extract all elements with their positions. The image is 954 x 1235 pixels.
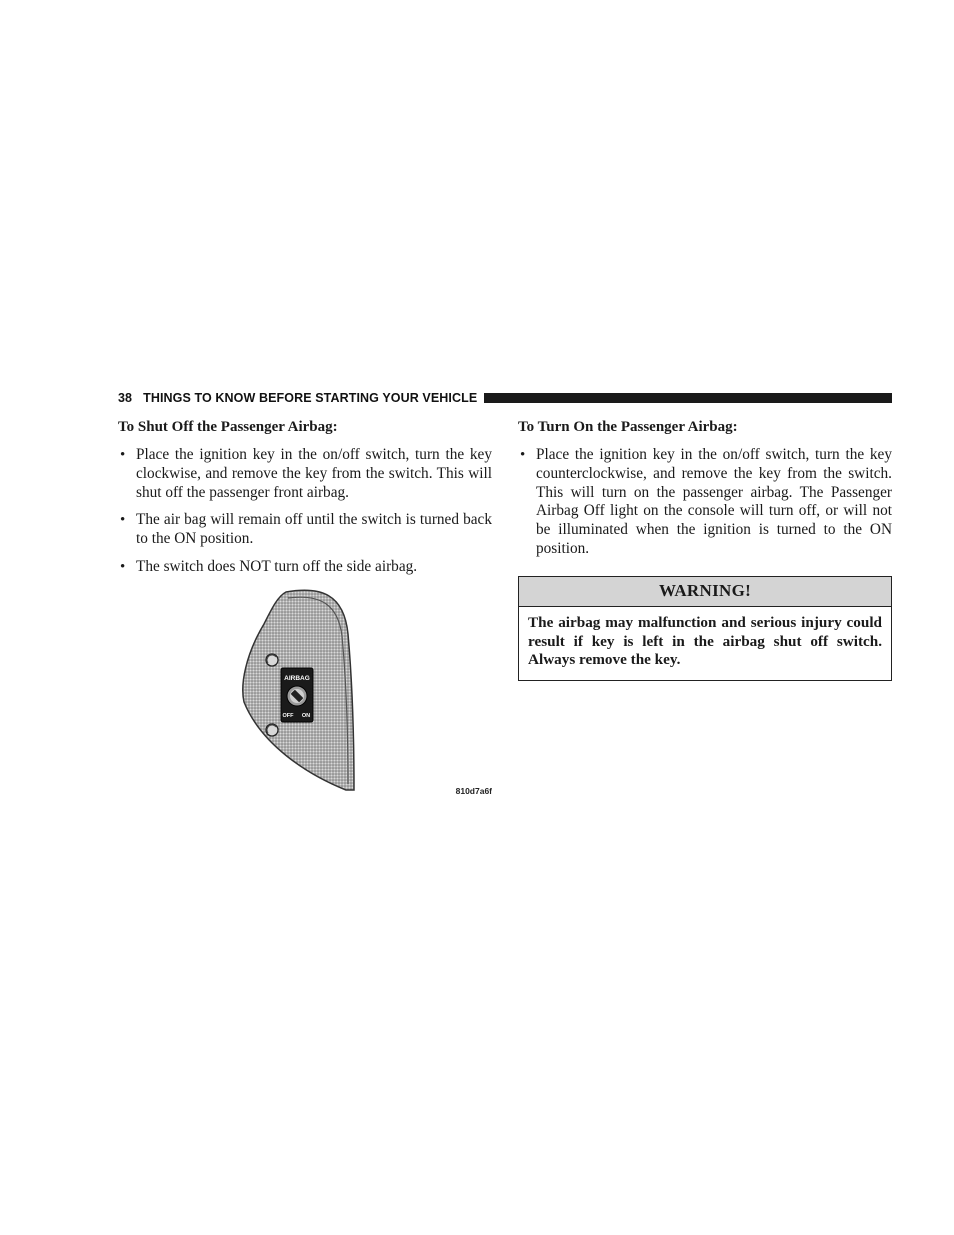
section-title: THINGS TO KNOW BEFORE STARTING YOUR VEHICLE xyxy=(143,391,478,405)
page-number: 38 xyxy=(118,391,133,405)
bullet-icon: • xyxy=(120,512,126,529)
header-rule xyxy=(484,393,892,403)
turn-on-list xyxy=(518,446,892,559)
warning-box xyxy=(518,576,892,681)
list-item: • Place the ignition key in the on/off switch, turn the key counterclockwise, and remove the key from the switch. This will turn on the passenger airbag. The Passenger Airbag Off light on the console will turn off, or will not be illuminated when the ignition is turned to the ON position. xyxy=(520,446,892,557)
on-label: ON xyxy=(301,713,311,719)
list-item: • Place the ignition key in the on/off switch, turn the key clockwise, and remove the key from the switch. This will shut off the passenger front airbag. xyxy=(120,446,492,501)
shut-off-heading: To Shut Off the Passenger Airbag: xyxy=(118,419,338,435)
bullet-icon: • xyxy=(120,447,126,463)
turn-on-heading: To Turn On the Passenger Airbag: xyxy=(518,419,738,435)
figure-caption: 810d7a6f xyxy=(455,786,492,796)
airbag-switch-figure xyxy=(236,584,492,796)
shut-off-list xyxy=(118,446,492,577)
list-item: • The air bag will remain off until the switch is turned back to the ON position. xyxy=(120,511,492,548)
off-label: OFF xyxy=(282,713,294,719)
warning-title: WARNING! xyxy=(519,577,891,607)
page-header xyxy=(118,388,892,408)
warning-body: The airbag may malfunction and serious injury could result if key is left in the airbag shut off switch. Always remove the key. xyxy=(528,614,882,669)
airbag-switch-illustration xyxy=(236,584,492,796)
list-item: • The switch does NOT turn off the side airbag. xyxy=(120,557,418,575)
right-column xyxy=(518,418,892,568)
bullet-icon: • xyxy=(120,558,126,575)
switch-label: AIRBAG xyxy=(284,675,310,682)
bullet-icon: • xyxy=(520,447,526,463)
left-column xyxy=(118,418,492,586)
